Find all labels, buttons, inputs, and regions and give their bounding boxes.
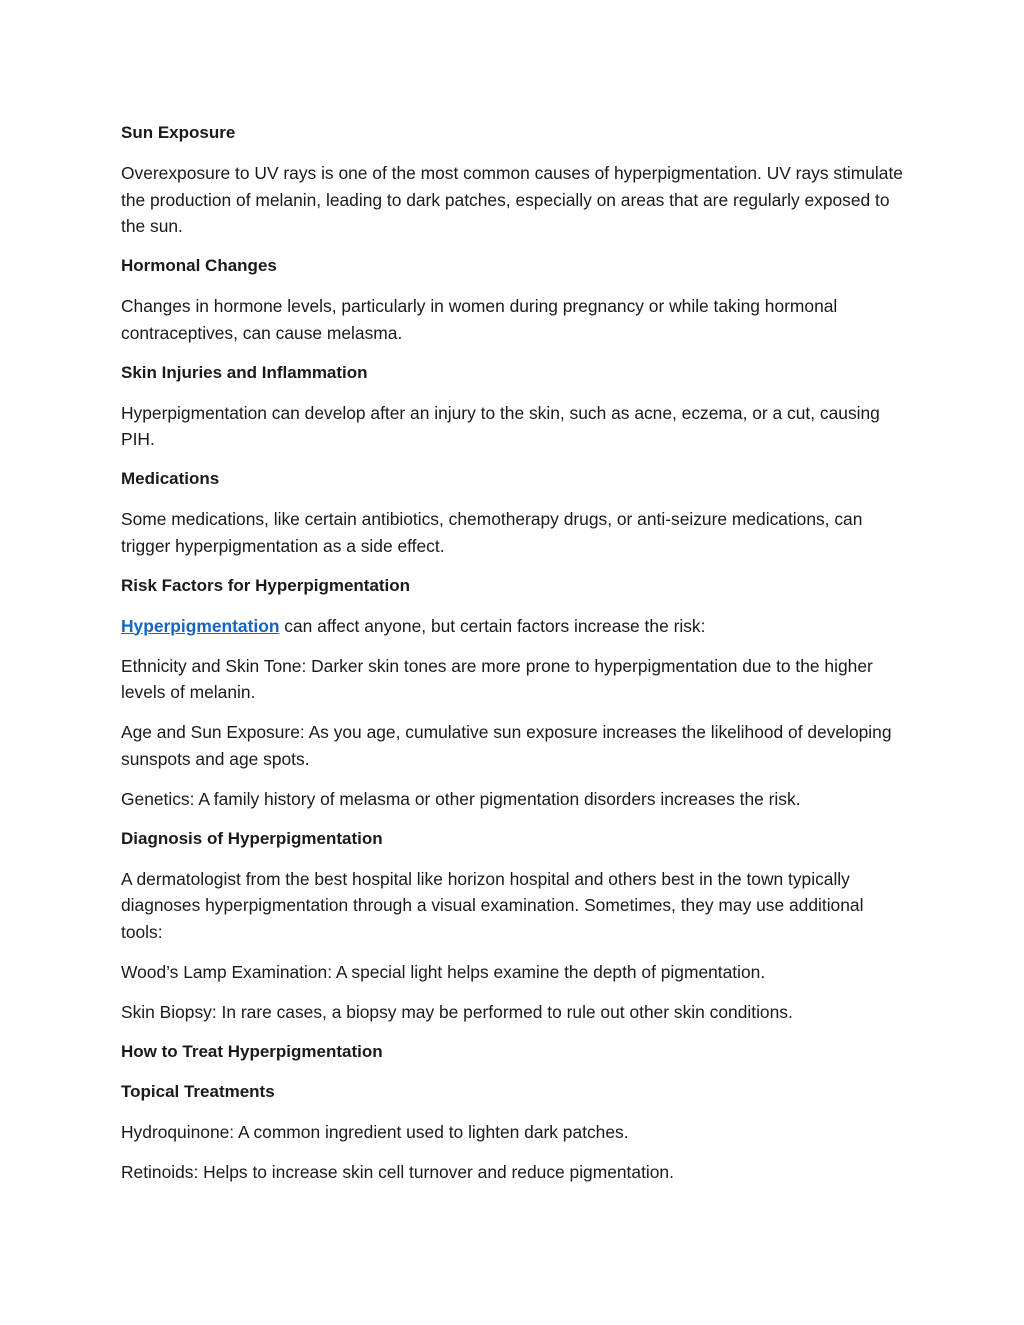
paragraph-retinoids: Retinoids: Helps to increase skin cell turnover and reduce pigmentation. [121,1161,674,1182]
heading-diagnosis: Diagnosis of Hyperpigmentation [121,828,383,848]
heading-topical-treatments: Topical Treatments [121,1081,275,1101]
risk-intro-text: can affect anyone, but certain factors increase the risk: [279,615,706,636]
paragraph-age: Age and Sun Exposure: As you age, cumulative sun exposure increases the likelihood of developing sunspots and age spots. [121,722,892,769]
paragraph-ethnicity: Ethnicity and Skin Tone: Darker skin tones are more prone to hyperpigmentation due to the higher levels of melanin. [121,655,873,702]
paragraph-medications: Some medications, like certain antibiotics, chemotherapy drugs, or anti-seizure medications, can trigger hyperpigmentation as a side effect. [121,509,863,556]
paragraph-diagnosis: A dermatologist from the best hospital like horizon hospital and others best in the town typically diagnoses hyperpigmentation through a visual examination. Sometimes, they may use additional tools: [121,868,864,942]
document-page [121,120,906,1199]
heading-skin-injuries: Skin Injuries and Inflammation [121,362,368,382]
paragraph-hydroquinone: Hydroquinone: A common ingredient used to lighten dark patches. [121,1121,629,1142]
paragraph-skin-injuries: Hyperpigmentation can develop after an injury to the skin, such as acne, eczema, or a cut, causing PIH. [121,402,880,449]
paragraph-woods-lamp: Wood’s Lamp Examination: A special light helps examine the depth of pigmentation. [121,961,766,982]
paragraph-skin-biopsy: Skin Biopsy: In rare cases, a biopsy may be performed to rule out other skin conditions. [121,1001,793,1022]
paragraph-hormonal-changes: Changes in hormone levels, particularly in women during pregnancy or while taking hormonal contraceptives, can cause melasma. [121,296,838,343]
heading-hormonal-changes: Hormonal Changes [121,256,277,275]
heading-how-to-treat: How to Treat Hyperpigmentation [121,1041,383,1061]
hyperpigmentation-link[interactable]: Hyperpigmentation [121,615,280,636]
heading-risk-factors: Risk Factors for Hyperpigmentation [121,575,411,595]
heading-sun-exposure: Sun Exposure [121,123,236,142]
paragraph-genetics: Genetics: A family history of melasma or other pigmentation disorders increases the risk. [121,788,801,809]
paragraph-risk-intro [121,613,906,640]
paragraph-sun-exposure: Overexposure to UV rays is one of the most common causes of hyperpigmentation. UV rays stimulate the production of melanin, leading to dark patches, especially on areas that are regularly exposed to the sun. [121,163,903,236]
heading-medications: Medications [121,469,220,488]
